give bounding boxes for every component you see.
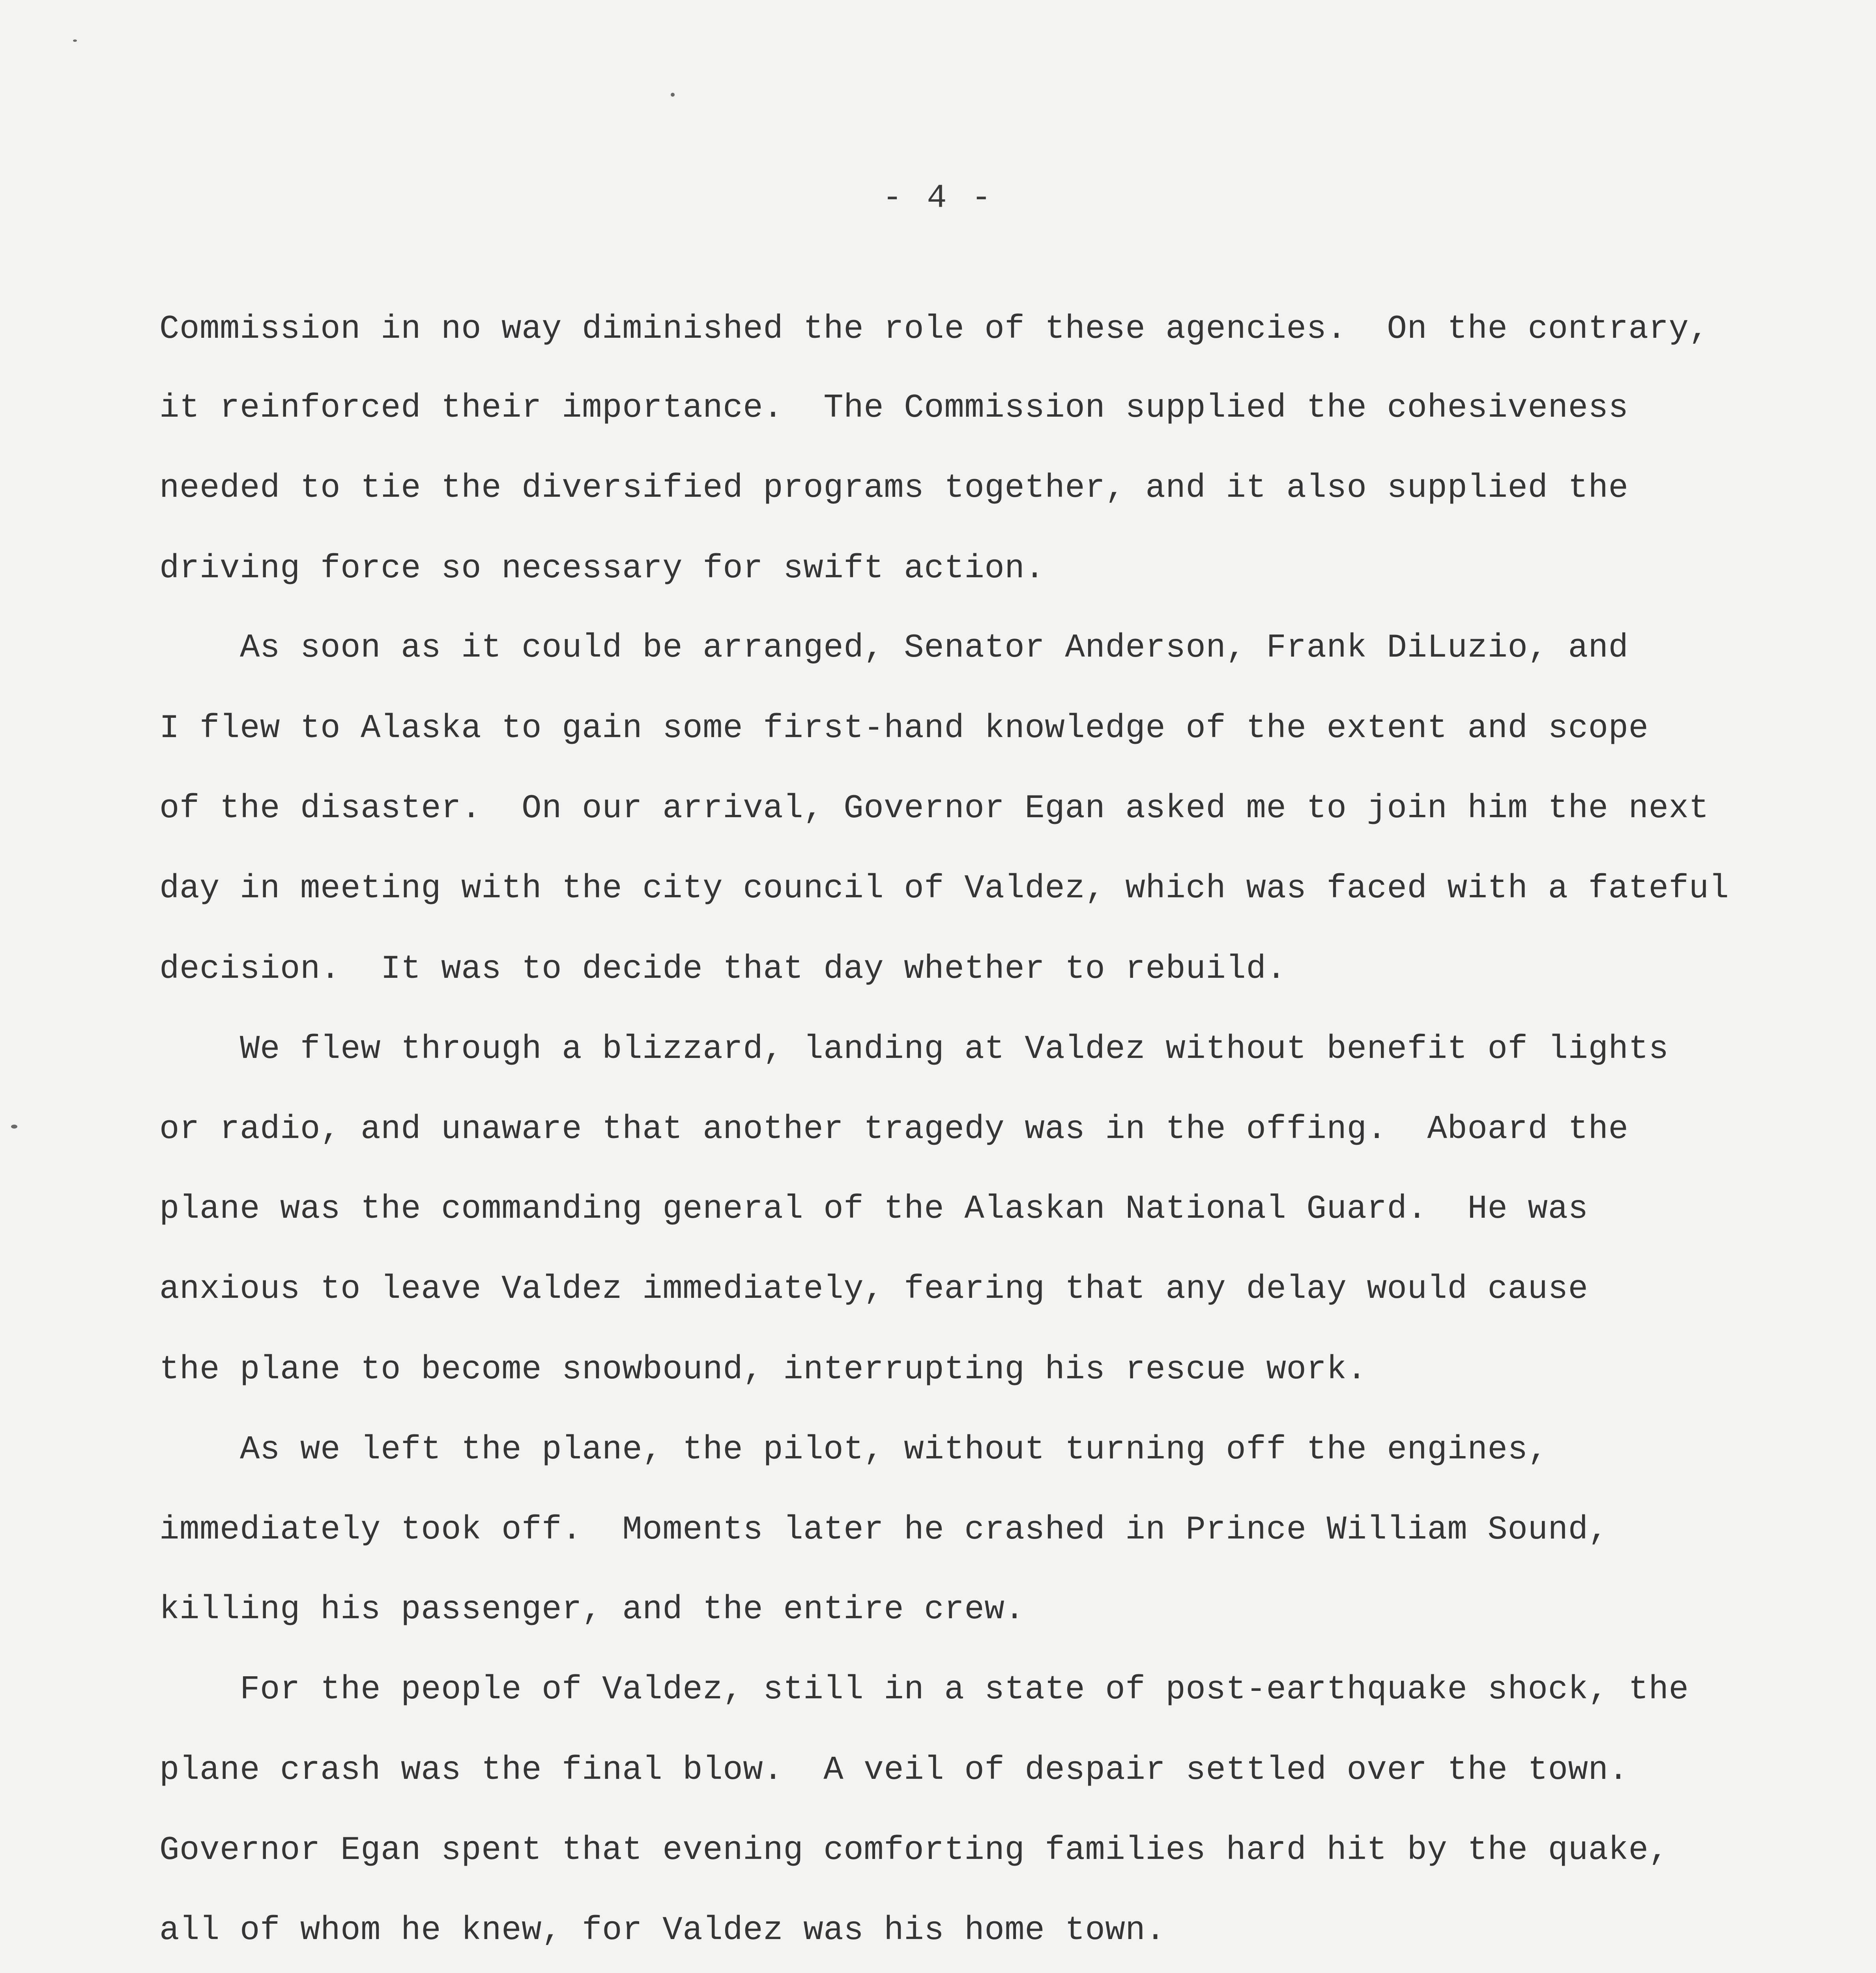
text-line: the plane to become snowbound, interrupting his rescue work.: [159, 1351, 1367, 1389]
text-line: plane was the commanding general of the Alaskan National Guard. He was: [159, 1191, 1588, 1228]
text-line: killing his passenger, and the entire crew.: [159, 1591, 1025, 1629]
text-line: anxious to leave Valdez immediately, fearing that any delay would cause: [159, 1271, 1588, 1308]
text-line: all of whom he knew, for Valdez was his home town.: [159, 1912, 1166, 1949]
text-line: As we left the plane, the pilot, without turning off the engines,: [159, 1431, 1548, 1469]
text-line: Governor Egan spent that evening comforting families hard hit by the quake,: [159, 1832, 1669, 1869]
text-line: it reinforced their importance. The Commission supplied the cohesiveness: [159, 389, 1629, 427]
text-line: I flew to Alaska to gain some first-hand knowledge of the extent and scope: [159, 710, 1649, 747]
text-line: day in meeting with the city council of Valdez, which was faced with a fateful: [159, 870, 1729, 908]
text-line: or radio, and unaware that another tragedy was in the offing. Aboard the: [159, 1111, 1629, 1148]
text-line: We flew through a blizzard, landing at Valdez without benefit of lights: [159, 1031, 1669, 1068]
text-line: As soon as it could be arranged, Senator Anderson, Frank DiLuzio, and: [159, 629, 1629, 667]
text-line: needed to tie the diversified programs together, and it also supplied the: [159, 470, 1629, 507]
scan-speck: [73, 39, 77, 42]
text-line: decision. It was to decide that day whether to rebuild.: [159, 951, 1287, 988]
scan-speck: [11, 1125, 17, 1129]
text-line: For the people of Valdez, still in a state of post-earthquake shock, the: [159, 1671, 1689, 1709]
text-line: plane crash was the final blow. A veil of despair settled over the town.: [159, 1752, 1629, 1789]
text-line: driving force so necessary for swift action.: [159, 550, 1045, 588]
text-line: immediately took off. Moments later he crashed in Prince William Sound,: [159, 1511, 1609, 1549]
text-line: of the disaster. On our arrival, Governor Egan asked me to join him the next: [159, 790, 1709, 827]
scan-speck: [671, 93, 675, 97]
page-number: - 4 -: [882, 180, 994, 217]
text-line: Commission in no way diminished the role of these agencies. On the contrary,: [159, 311, 1709, 348]
